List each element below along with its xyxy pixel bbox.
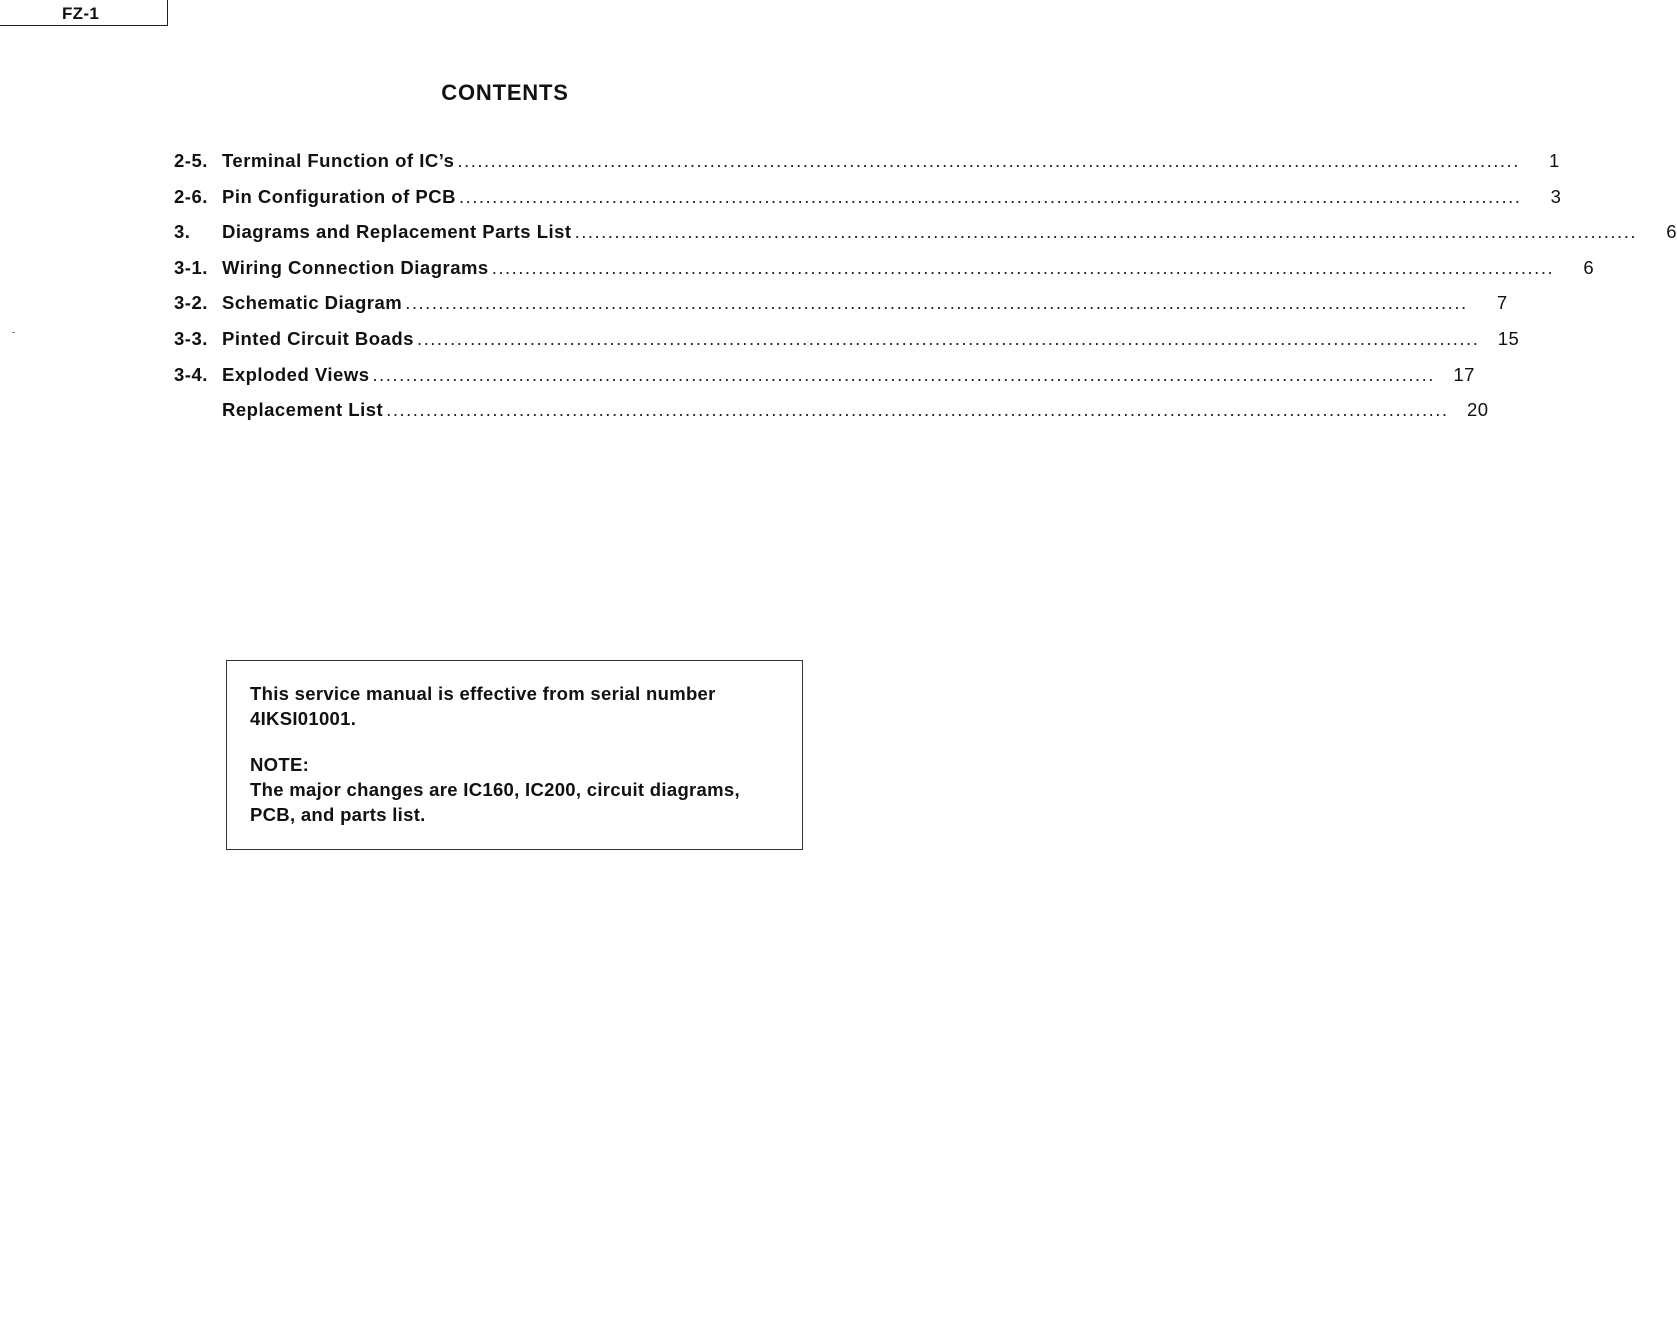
toc-entry-title: Exploded Views <box>222 363 370 385</box>
toc-entry <box>174 256 1595 293</box>
toc-entry-title: Pinted Circuit Boads <box>222 327 414 349</box>
toc-entry <box>174 292 1508 328</box>
table-of-contents <box>174 150 1677 435</box>
toc-entry-page: 7 <box>1496 292 1508 314</box>
toc-entry-page: 15 <box>1497 327 1520 349</box>
model-label: FZ-1 <box>62 4 100 23</box>
toc-entry-number: 3-1. <box>174 256 208 278</box>
toc-entry-number: 2-6. <box>174 185 208 207</box>
toc-entry <box>174 150 1560 186</box>
toc-entry-page: 6 <box>1666 221 1677 243</box>
toc-entry-number: 3-3. <box>174 327 208 349</box>
toc-entry-title: Replacement List <box>222 399 384 421</box>
toc-entry-number: 3-2. <box>174 292 208 314</box>
toc-entry-number: 2-5. <box>174 150 208 171</box>
dot-leader: ................................................................................................................................................................ <box>574 221 1637 243</box>
toc-entry <box>174 399 1489 435</box>
serial-notice-box <box>226 660 803 850</box>
note-text: PCB, and parts list. <box>250 804 426 825</box>
toc-entry-title: Wiring Connection Diagrams <box>222 256 489 278</box>
notice-line: This service manual is effective from serial number <box>250 683 716 704</box>
toc-entry-title: Diagrams and Replacement Parts List <box>222 221 572 243</box>
dot-leader: ................................................................................................................................................................ <box>372 363 1435 385</box>
note-label: NOTE: <box>250 754 310 775</box>
dot-leader: ................................................................................................................................................................ <box>405 292 1468 314</box>
toc-entry <box>174 185 1562 222</box>
toc-entry-page: 6 <box>1583 256 1595 278</box>
notice-serial: 4IKSI01001. <box>250 708 357 729</box>
page-title: CONTENTS <box>441 80 569 105</box>
toc-entry-page: 17 <box>1453 363 1475 385</box>
toc-entry-title: Schematic Diagram <box>222 292 403 314</box>
toc-entry-number: 3-4. <box>174 363 208 385</box>
model-header-tab <box>0 0 168 26</box>
dot-leader: ................................................................................................................................................................ <box>457 150 1520 171</box>
scan-speck <box>12 332 15 333</box>
dot-leader: ................................................................................................................................................................ <box>386 399 1449 421</box>
toc-entry-title: Terminal Function of IC’s <box>222 150 455 171</box>
note-text: The major changes are IC160, IC200, circuit diagrams, <box>250 779 740 800</box>
toc-entry-page: 3 <box>1550 185 1562 207</box>
toc-entry <box>174 327 1520 364</box>
toc-entry <box>174 363 1475 400</box>
dot-leader: ................................................................................................................................................................ <box>458 185 1522 207</box>
toc-entry <box>174 221 1677 257</box>
dot-leader: ................................................................................................................................................................ <box>491 256 1555 278</box>
toc-entry-page: 20 <box>1467 399 1489 421</box>
dot-leader: ................................................................................................................................................................ <box>416 327 1480 349</box>
toc-entry-number: 3. <box>174 221 191 243</box>
toc-entry-page: 1 <box>1549 150 1560 171</box>
toc-entry-title: Pin Configuration of PCB <box>222 185 456 207</box>
